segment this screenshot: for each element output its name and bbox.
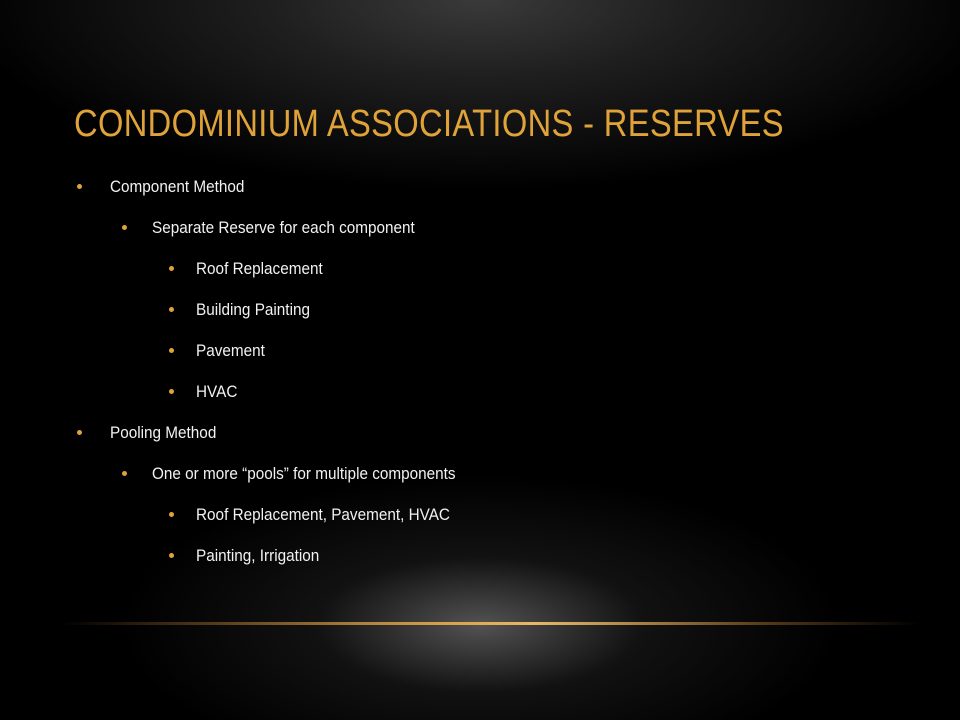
- bullet-dot-icon: [169, 348, 174, 353]
- bullet-dot-icon: [77, 430, 82, 435]
- bullet-dot-icon: [169, 553, 174, 558]
- bullet-dot-icon: [169, 307, 174, 312]
- bullet-dot-icon: [122, 225, 127, 230]
- bullet-text: HVAC: [196, 382, 238, 401]
- bullet-text: Roof Replacement: [196, 259, 323, 278]
- bullet-dot-icon: [122, 471, 127, 476]
- bullet-text: Painting, Irrigation: [196, 546, 320, 565]
- bullet-dot-icon: [169, 266, 174, 271]
- bullet-text: Pooling Method: [110, 423, 217, 442]
- bullet-text: Component Method: [110, 177, 245, 196]
- bullet-text: Roof Replacement, Pavement, HVAC: [196, 505, 450, 524]
- bullet-dot-icon: [169, 512, 174, 517]
- bullet-dot-icon: [169, 389, 174, 394]
- bullet-text: One or more “pools” for multiple components: [152, 464, 456, 483]
- bullet-dot-icon: [77, 184, 82, 189]
- bullet-text: Separate Reserve for each component: [152, 218, 415, 237]
- slide-title: CONDOMINIUM ASSOCIATIONS - RESERVES: [74, 103, 784, 145]
- bullet-text: Pavement: [196, 341, 265, 360]
- bullet-text: Building Painting: [196, 300, 310, 319]
- accent-divider: [60, 622, 920, 625]
